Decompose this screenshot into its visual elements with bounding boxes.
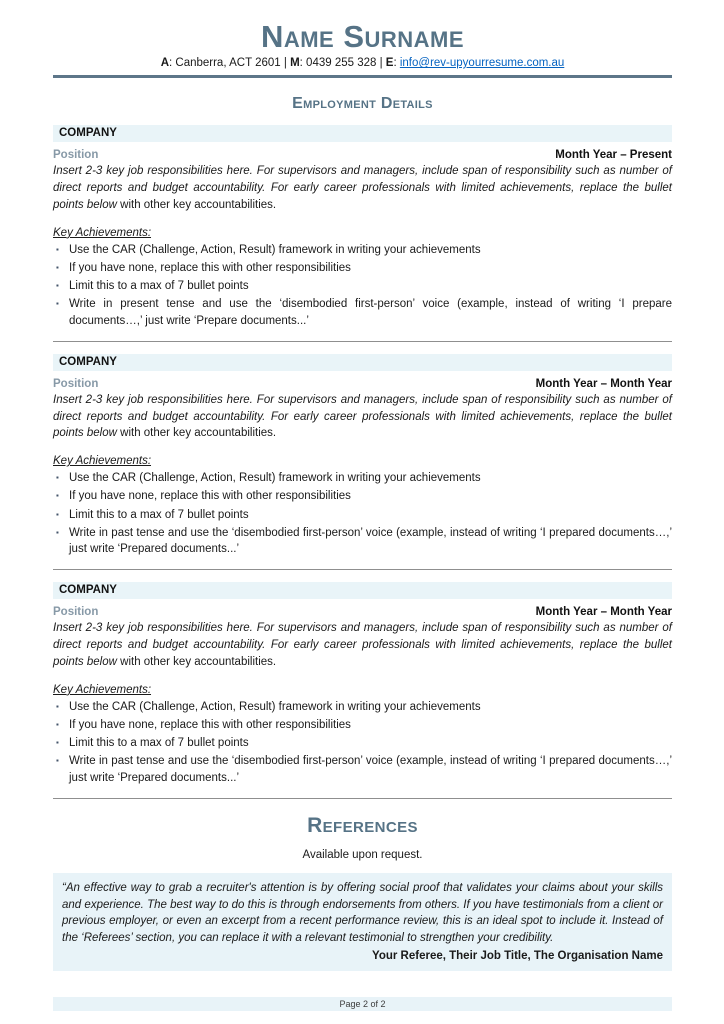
square-bullet-icon: ▪	[56, 720, 59, 729]
company-header-bar	[53, 582, 672, 599]
job-summary	[53, 163, 672, 214]
referee-attribution: Your Referee, Their Job Title, The Organisation Name	[372, 950, 663, 963]
position-row	[53, 606, 672, 618]
address-label: A	[160, 57, 169, 70]
achievements-list	[53, 242, 672, 330]
references-availability: Available upon request.	[302, 848, 423, 861]
achievement-item	[53, 525, 672, 558]
page-number: Page 2 of 2	[339, 999, 386, 1009]
testimonial-block	[53, 873, 672, 971]
achievement-item	[53, 278, 672, 295]
job-summary-italic: Insert 2-3 key job responsibilities here. For supervisors and managers, include span of responsibility such as number of direct reports and budget accountability. For early career professionals with limited achievements, replace the bullet points below	[53, 393, 672, 440]
achievement-text: If you have none, replace this with other responsibilities	[69, 719, 351, 731]
key-achievements-label: Key Achievements:	[53, 455, 152, 468]
achievement-text: If you have none, replace this with other responsibilities	[69, 490, 351, 503]
job-section	[53, 582, 672, 799]
job-section	[53, 125, 672, 342]
achievement-item	[53, 735, 672, 752]
key-achievements-label: Key Achievements:	[53, 226, 152, 239]
square-bullet-icon: ▪	[56, 281, 59, 291]
position-title: Position	[53, 606, 99, 619]
achievement-text: Write in present tense and use the ‘disembodied first-person’ voice (example, instead of writing ‘I prepare documents…,’ just write ‘Prepare documents...’	[69, 298, 672, 327]
employment-jobs	[53, 125, 672, 799]
achievement-item	[53, 260, 672, 277]
page-footer	[53, 997, 672, 1011]
header-rule	[53, 75, 672, 78]
job-summary	[53, 392, 672, 443]
contact-line	[53, 57, 672, 69]
testimonial-text: “An effective way to grab a recruiter's attention is by offering social proof that validates your claims about your skills and experience. The best way to do this is through endorsements from others. If you have testimonials from a client or previous employer, or even an excerpt from a recent performance review, this is an ideal spot to include it. Instead of the ‘Referees’ section, you can replace it with a relevant testimonial to strengthen your credibility.	[62, 881, 663, 945]
job-summary	[53, 620, 672, 671]
achievement-item	[53, 470, 672, 487]
job-summary-regular: with other key accountabilities.	[116, 198, 277, 211]
email-label: E	[385, 57, 394, 70]
email-prefix: :	[393, 57, 400, 70]
achievement-text: Limit this to a max of 7 bullet points	[69, 508, 249, 521]
square-bullet-icon: ▪	[56, 738, 59, 748]
achievement-text: Use the CAR (Challenge, Action, Result) framework in writing your achievements	[69, 472, 481, 485]
page-content	[0, 20, 724, 971]
square-bullet-icon: ▪	[56, 509, 59, 519]
mobile-label: M	[290, 57, 300, 70]
achievements-list	[53, 470, 672, 558]
company-name: COMPANY	[59, 127, 117, 140]
section-divider	[53, 341, 672, 342]
page-title: Name Surname	[260, 19, 465, 54]
achievement-text: Write in past tense and use the ‘disembodied first-person’ voice (example, instead of writing ‘I prepared documents…,’ just write ‘Prepared documents...’	[69, 755, 672, 785]
employment-dates: Month Year – Month Year	[535, 377, 672, 390]
company-name: COMPANY	[59, 584, 117, 597]
square-bullet-icon: ▪	[56, 262, 59, 272]
employment-dates: Month Year – Month Year	[535, 606, 672, 619]
square-bullet-icon: ▪	[56, 299, 59, 309]
section-divider	[53, 569, 672, 570]
square-bullet-icon: ▪	[56, 473, 59, 483]
achievement-text: Write in past tense and use the ‘disembodied first-person’ voice (example, instead of writing ‘I prepared documents…,’ just write ‘Prepared documents...’	[69, 526, 672, 556]
position-row	[53, 149, 672, 161]
mobile-value: : 0439 255 328	[299, 57, 377, 70]
achievement-text: If you have none, replace this with other responsibilities	[69, 261, 351, 274]
achievement-item	[53, 488, 672, 505]
achievements-list	[53, 699, 672, 787]
contact-separator: |	[280, 57, 291, 70]
square-bullet-icon: ▪	[56, 527, 59, 537]
achievement-item	[53, 717, 672, 734]
achievement-text: Use the CAR (Challenge, Action, Result) framework in writing your achievements	[69, 700, 481, 713]
employment-dates: Month Year – Present	[555, 149, 672, 162]
contact-separator: |	[376, 57, 386, 70]
square-bullet-icon: ▪	[56, 244, 59, 254]
square-bullet-icon: ▪	[56, 756, 59, 766]
job-summary-regular: with other key accountabilities.	[116, 427, 277, 440]
key-achievements-label: Key Achievements:	[53, 683, 152, 696]
job-summary-regular: with other key accountabilities.	[116, 655, 277, 668]
achievement-text: Use the CAR (Challenge, Action, Result) framework in writing your achievements	[69, 243, 481, 256]
position-row	[53, 378, 672, 390]
square-bullet-icon: ▪	[56, 491, 59, 501]
square-bullet-icon: ▪	[56, 701, 59, 711]
achievement-item	[53, 699, 672, 716]
email-link[interactable]: info@rev-upyourresume.com.au	[399, 57, 565, 70]
achievement-item	[53, 296, 672, 329]
company-header-bar	[53, 125, 672, 142]
achievement-item	[53, 507, 672, 524]
achievement-item	[53, 753, 672, 786]
position-title: Position	[53, 377, 99, 390]
company-header-bar	[53, 354, 672, 371]
company-name: COMPANY	[59, 355, 117, 368]
job-summary-italic: Insert 2-3 key job responsibilities here. For supervisors and managers, include span of responsibility such as number of direct reports and budget accountability. For early career professionals with limited achievements, replace the bullet points below	[53, 165, 672, 211]
achievement-text: Limit this to a max of 7 bullet points	[69, 737, 249, 750]
position-title: Position	[53, 149, 99, 162]
job-section	[53, 354, 672, 571]
achievement-item	[53, 242, 672, 259]
job-summary-italic: Insert 2-3 key job responsibilities here. For supervisors and managers, include span of responsibility such as number of direct reports and budget accountability. For early career professionals with limited achievements, replace the bullet points below	[53, 622, 672, 668]
address-value: : Canberra, ACT 2601	[169, 57, 281, 70]
employment-details-heading: Employment Details	[292, 95, 433, 113]
achievement-text: Limit this to a max of 7 bullet points	[69, 280, 249, 293]
section-divider	[53, 798, 672, 799]
references-heading: References	[307, 813, 418, 837]
